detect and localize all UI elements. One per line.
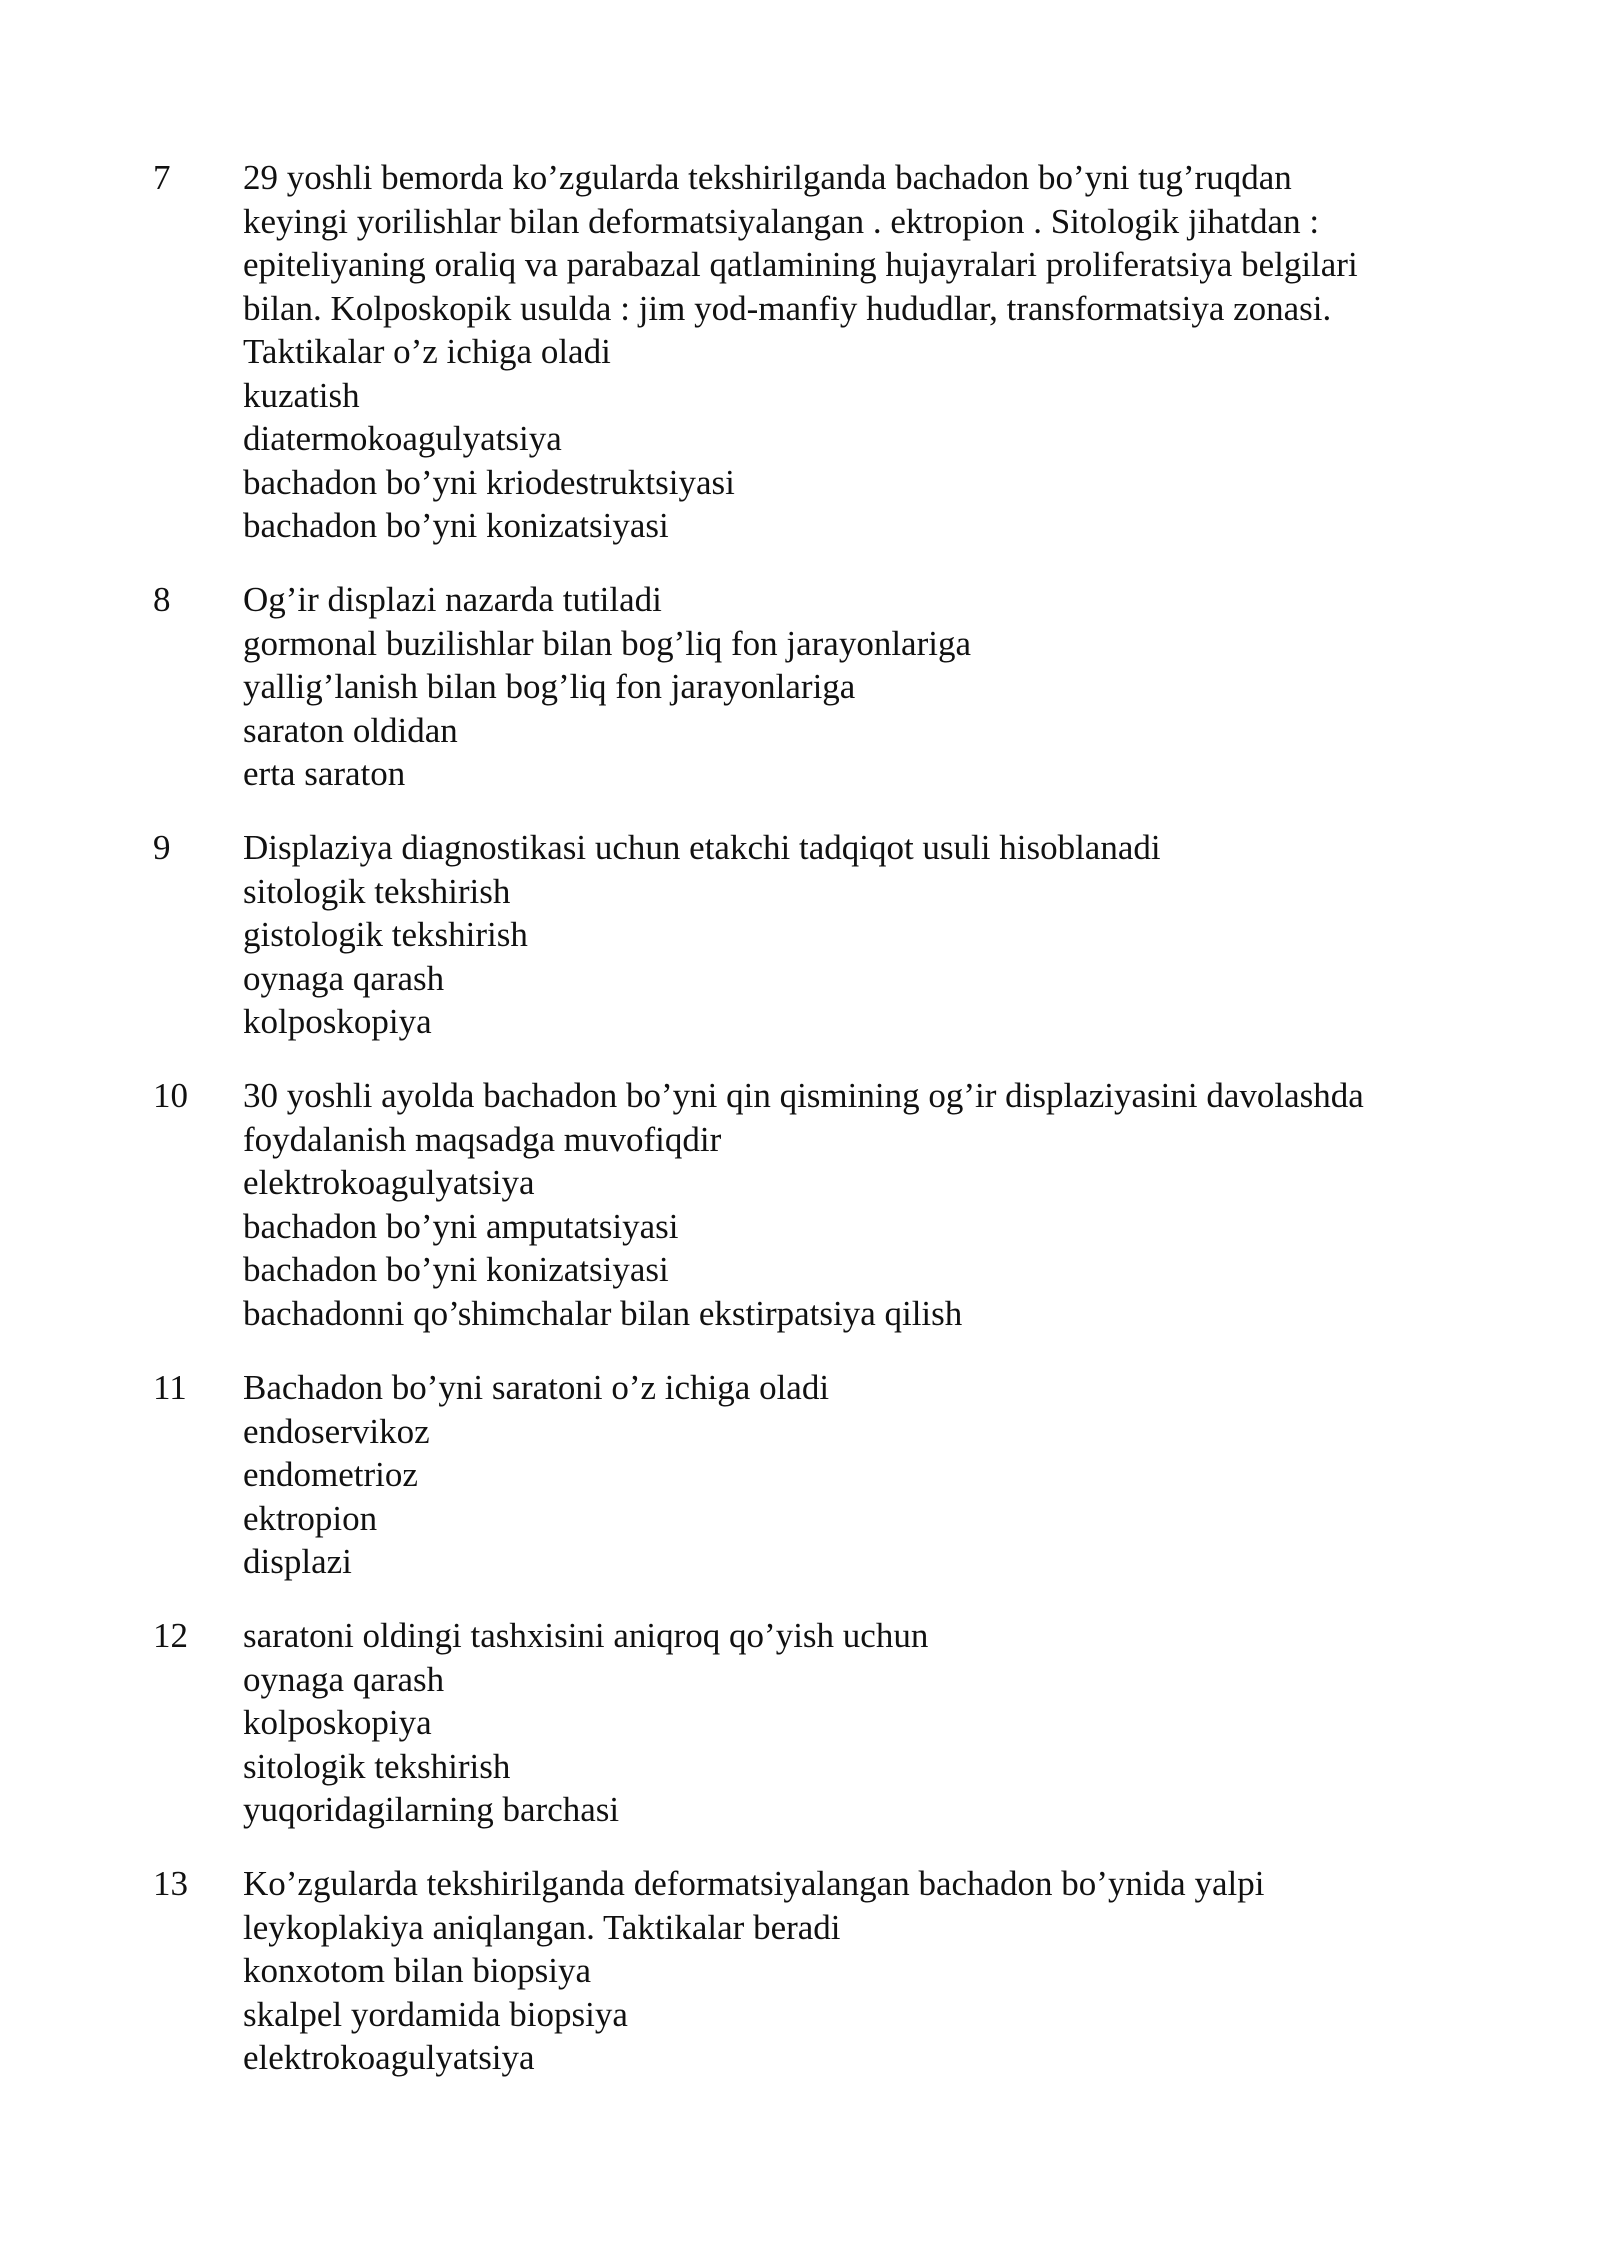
answer-option: yuqoridagilarning barchasi [243, 1790, 620, 1829]
question-stem-line: saratoni oldingi tashxisini aniqroq qo’yish uchun [243, 1616, 929, 1655]
answer-option: yallig’lanish bilan bog’liq fon jarayonlariga [243, 667, 856, 706]
answer-option: oynaga qarash [243, 1659, 445, 1699]
question-stem-line: bilan. Kolposkopik usulda : jim yod-manfiy hududlar, transformatsiya zonasi. [243, 288, 1332, 328]
question-stem-line: leykoplakiya aniqlangan. Taktikalar beradi [243, 1907, 841, 1947]
answer-option: sitologik tekshirish [243, 871, 511, 911]
answer-option: bachadonni qo’shimchalar bilan ekstirpatsiya qilish [243, 1293, 963, 1333]
question-number: 9 [153, 828, 171, 867]
question-body [243, 1614, 1473, 1832]
answer-option: gistologik tekshirish [243, 915, 528, 954]
question-number: 11 [153, 1368, 187, 1407]
question-body [243, 578, 1473, 796]
answer-option: konxotom bilan biopsiya [243, 1951, 592, 1990]
answer-option: skalpel yordamida biopsiya [243, 1994, 628, 2034]
question-number: 7 [153, 158, 171, 197]
question-number: 8 [153, 580, 171, 619]
answer-option: kolposkopiya [243, 1703, 432, 1742]
question-stem-line: Og’ir displazi nazarda tutiladi [243, 580, 662, 619]
answer-option: endoservikoz [243, 1411, 430, 1451]
answer-option: elektrokoagulyatsiya [243, 1163, 535, 1202]
question-stem-line: 29 yoshli bemorda ko’zgularda tekshirilganda bachadon bo’yni tug’ruqdan [243, 158, 1292, 197]
question-number: 12 [153, 1616, 188, 1655]
question-body [243, 1366, 1473, 1584]
answer-option: bachadon bo’yni kriodestruktsiyasi [243, 462, 735, 502]
question-stem-line: 30 yoshli ayolda bachadon bo’yni qin qismining og’ir displaziyasini davolashda [243, 1076, 1364, 1115]
answer-option: diatermokoagulyatsiya [243, 419, 562, 458]
answer-option: bachadon bo’yni konizatsiyasi [243, 1250, 669, 1289]
question-stem-line: Bachadon bo’yni saratoni o’z ichiga oladi [243, 1368, 830, 1407]
question-body [243, 156, 1473, 548]
question-body [243, 1074, 1473, 1335]
answer-option: elektrokoagulyatsiya [243, 2038, 535, 2077]
answer-option: gormonal buzilishlar bilan bog’liq fon jarayonlariga [243, 623, 971, 663]
question-stem-line: epiteliyaning oraliq va parabazal qatlamining hujayralari proliferatsiya belgilari [243, 245, 1358, 284]
answer-option: sitologik tekshirish [243, 1746, 511, 1786]
answer-option: bachadon bo’yni amputatsiyasi [243, 1206, 679, 1246]
question-stem-line: Ko’zgularda tekshirilganda deformatsiyalangan bachadon bo’ynida yalpi [243, 1864, 1265, 1903]
answer-option: kuzatish [243, 375, 360, 415]
answer-option: kolposkopiya [243, 1002, 432, 1041]
question-number: 10 [153, 1076, 188, 1115]
question-stem-line: Taktikalar o’z ichiga oladi [243, 332, 611, 371]
answer-option: erta saraton [243, 754, 406, 793]
question-stem-line: Displaziya diagnostikasi uchun etakchi tadqiqot usuli hisoblanadi [243, 828, 1161, 867]
question-body [243, 1862, 1473, 2080]
answer-option: displazi [243, 1542, 352, 1581]
question-stem-line: foydalanish maqsadga muvofiqdir [243, 1119, 722, 1159]
question-number: 13 [153, 1864, 188, 1903]
answer-option: ektropion [243, 1498, 378, 1538]
answer-option: bachadon bo’yni konizatsiyasi [243, 506, 669, 545]
answer-option: oynaga qarash [243, 958, 445, 998]
answer-option: saraton oldidan [243, 710, 458, 750]
answer-option: endometrioz [243, 1455, 418, 1494]
question-body [243, 826, 1473, 1044]
question-stem-line: keyingi yorilishlar bilan deformatsiyalangan . ektropion . Sitologik jihatdan : [243, 201, 1320, 241]
